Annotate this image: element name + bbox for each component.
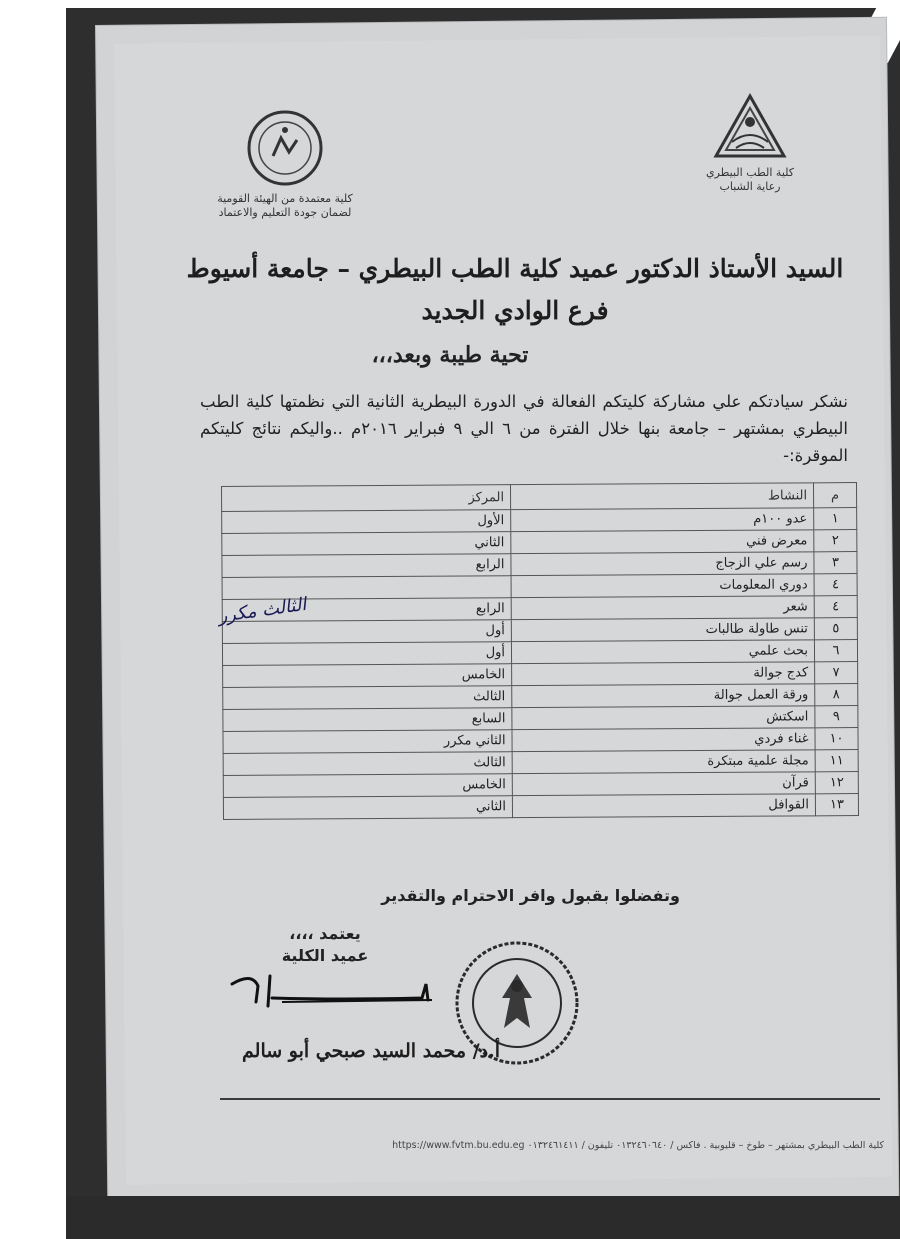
row-num: ٩ (815, 706, 858, 728)
letter-greeting: تحية طيبة وبعد،،، (371, 342, 529, 368)
dean-title: عميد الكلية (281, 946, 369, 965)
row-activity: غناء فردي (512, 728, 815, 752)
row-activity: القوافل (512, 794, 815, 818)
row-position: الثاني (222, 532, 511, 556)
row-activity: معرض فني (511, 530, 814, 554)
row-num: ٦ (814, 640, 857, 662)
accreditation-logo-line-1: كلية معتمدة من الهيئة القومية (217, 192, 353, 205)
header-position: المركز (221, 485, 510, 512)
row-activity: دوري المعلومات (511, 574, 814, 598)
row-num: ٢ (814, 530, 857, 552)
row-position: الأول (222, 510, 511, 534)
closing-phrase: وتفضلوا بقبول وافر الاحترام والتقدير (381, 886, 680, 905)
footer-contact: كلية الطب البيطري بمشتهر – طوخ – قليوبية . فاكس / ٠١٣٢٤٦٠٦٤٠ تليفون / ٠١٣٢٤٦١٤١١ https://www.fvtm.bu.edu.eg (392, 1140, 884, 1151)
faculty-logo-line-2: رعاية الشباب (719, 180, 781, 193)
row-position: الخامس (223, 664, 512, 688)
table-header-row (221, 483, 856, 512)
footer-divider (220, 1098, 880, 1100)
faculty-emblem-icon (710, 92, 790, 162)
row-activity: عدو ١٠٠م (511, 508, 814, 532)
signer-name: أ.د/ محمد السيد صبحي أبو سالم (242, 1040, 500, 1062)
row-activity: رسم علي الزجاج (511, 552, 814, 576)
accreditation-logo (200, 108, 370, 220)
row-num: ٣ (814, 552, 857, 574)
row-position: الثالث (223, 752, 512, 776)
handwritten-note: الثالث مكرر (216, 593, 308, 628)
table-row (223, 794, 858, 820)
row-num: ٧ (815, 662, 858, 684)
row-num: ٤ (814, 574, 857, 596)
row-position (222, 576, 511, 600)
row-num: ٤ (814, 596, 857, 618)
row-num: ٥ (814, 618, 857, 640)
row-position: السابع (223, 708, 512, 732)
row-activity: قرآن (512, 772, 815, 796)
handwritten-signature (222, 966, 452, 1016)
faculty-logo (700, 92, 800, 194)
scan-bottom-edge (66, 1196, 900, 1239)
header-num: م (813, 483, 856, 508)
row-num: ١٣ (815, 794, 858, 816)
letter-body: نشكر سيادتكم علي مشاركة كليتكم الفعالة في الدورة البيطرية الثانية التي نظمتها كلية الطب البيطري بمشتهر – جامعة بنها خلال الفترة من ٦ الي ٩ فبراير ٢٠١٦م ..واليكم نتائج كليتكم الموقرة:- (200, 392, 848, 465)
row-position: أول (222, 620, 511, 644)
header-activity: النشاط (510, 483, 813, 510)
row-position: الثاني مكرر (223, 730, 512, 754)
approval-line: يعتمد ،،،، (289, 924, 361, 943)
faculty-logo-line-1: كلية الطب البيطري (705, 166, 795, 179)
row-num: ١ (814, 508, 857, 530)
row-position: الرابع (222, 554, 511, 578)
letter-recipient: السيد الأستاذ الدكتور عميد كلية الطب البيطري – جامعة أسيوط فرع الوادي الجديد (186, 254, 844, 325)
row-activity: اسكتش (512, 706, 815, 730)
row-num: ١١ (815, 750, 858, 772)
row-num: ١٠ (815, 728, 858, 750)
row-position: أول (222, 642, 511, 666)
row-activity: تنس طاولة طالبات (511, 618, 814, 642)
row-num: ٨ (815, 684, 858, 706)
accreditation-logo-line-2: لضمان جودة التعليم والاعتماد (218, 206, 352, 219)
row-position: الرابع (222, 598, 511, 622)
row-activity: كدج جوالة (512, 662, 815, 686)
row-activity: شعر (511, 596, 814, 620)
results-table (221, 482, 859, 820)
row-activity: ورقة العمل جوالة (512, 684, 815, 708)
accreditation-seal-icon (245, 108, 325, 188)
row-position: الثالث (223, 686, 512, 710)
row-activity: بحث علمي (511, 640, 814, 664)
row-activity: مجلة علمية مبتكرة (512, 750, 815, 774)
row-num: ١٢ (815, 772, 858, 794)
row-position: الثاني (223, 796, 512, 820)
row-position: الخامس (223, 774, 512, 798)
